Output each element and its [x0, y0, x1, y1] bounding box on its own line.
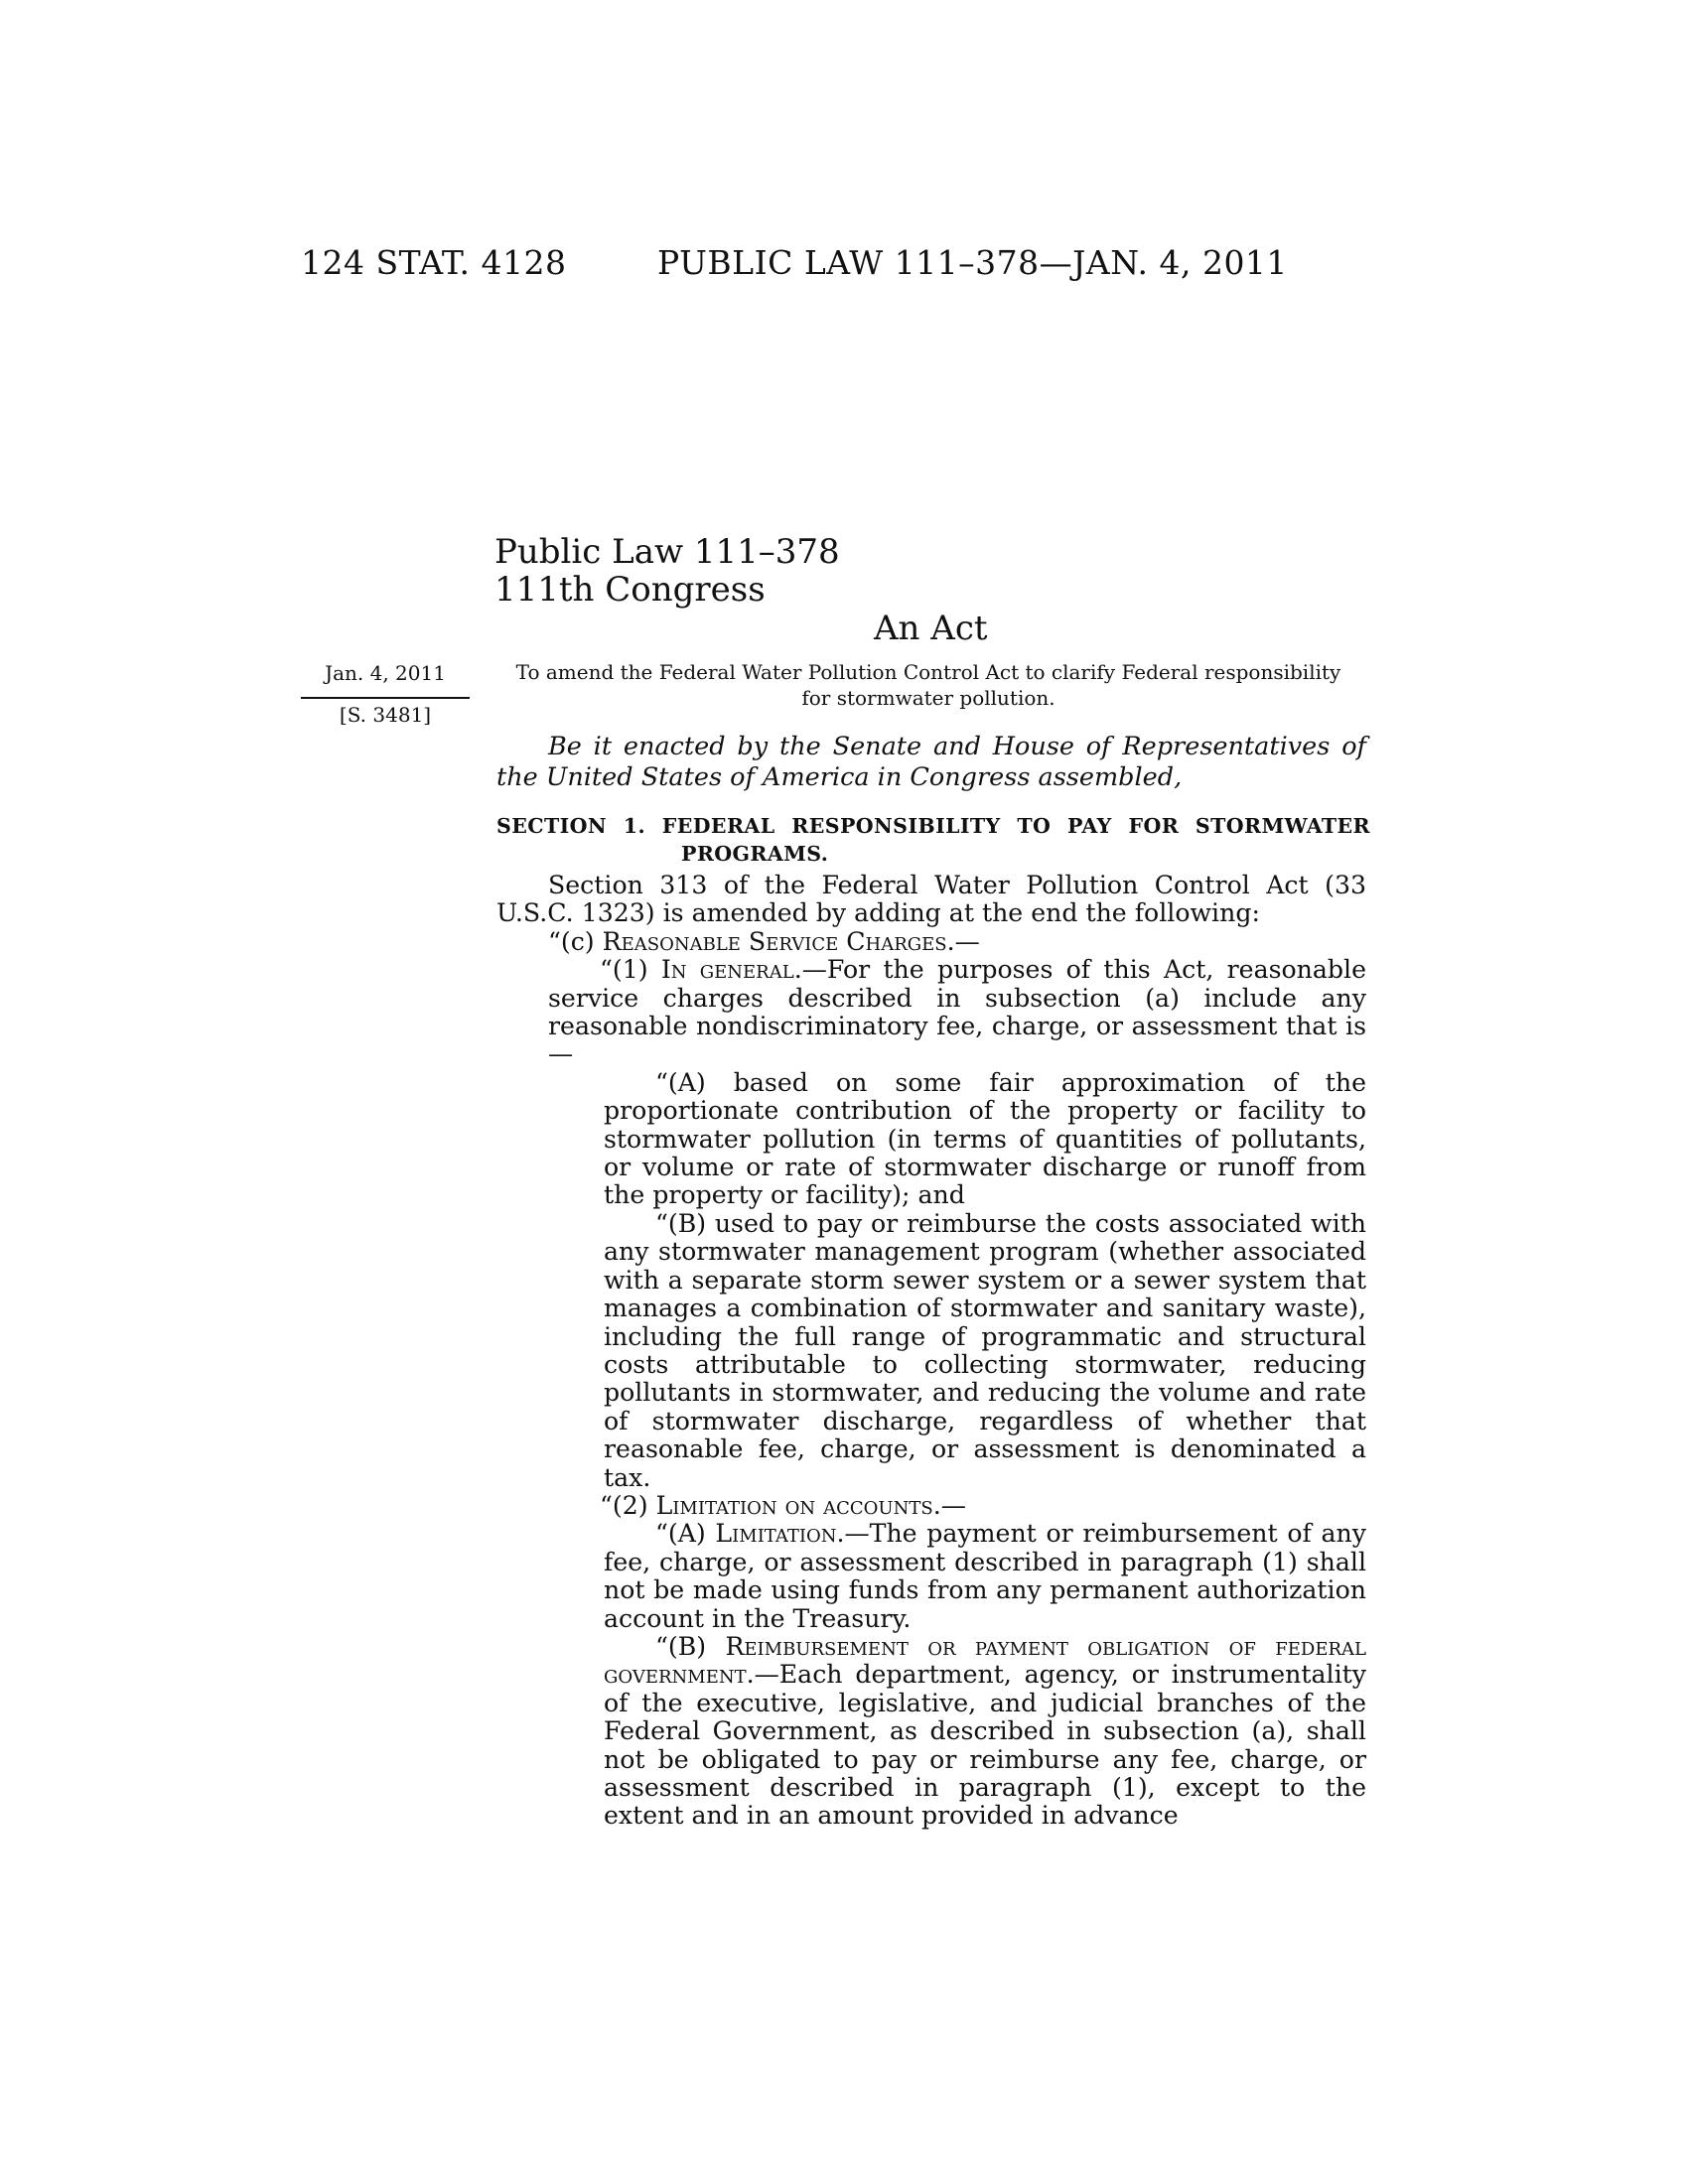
running-title: PUBLIC LAW 111–378—JAN. 4, 2011 [657, 243, 1288, 282]
act-label: An Act [874, 609, 988, 648]
subparagraph-2a: “(A) Limitation.—The payment or reimbursement of any fee, charge, or assessment described in paragraph (1) shall not be made using funds from any permanent authorization account in the Treasury. [604, 1519, 1366, 1633]
section-heading: SECTION 1. FEDERAL RESPONSIBILITY TO PAY FOR STORMWATER PROGRAMS. [496, 814, 1370, 866]
margin-date: Jan. 4, 2011 [325, 661, 446, 685]
congress-number: 111th Congress [494, 570, 766, 610]
subsection-c-heading: Reasonable Service Charges [602, 926, 947, 956]
paragraph-1: “(1) In general.—For the purposes of this Act, reasonable service charges described in subsection (a) include any reasonable nondiscriminatory fee, charge, or assessment that is— [548, 955, 1367, 1069]
subparagraph-1b: “(B) used to pay or reimburse the costs associated with any stormwater management program (whether associated with a separate storm sewer system or a sewer system that manages a combination of stormwater and sanitary waste), including the full range of programmatic and structural costs attributable to collecting stormwater, reducing pollutants in stormwater, and reducing the volume and rate of stormwater discharge, regardless of whether that reasonable fee, charge, or assessment is denominated a tax. [604, 1208, 1366, 1492]
subparagraph-2b-heading: Reimbursement or payment obligation of federal government [604, 1631, 1367, 1690]
paragraph-2-heading: Limitation on accounts [655, 1490, 933, 1520]
bill-body [496, 872, 1366, 1831]
paragraph-1-heading: In general [660, 955, 794, 985]
enacting-clause: Be it enacted by the Senate and House of Representatives of the United States of America in Congress assembled, [496, 732, 1366, 792]
paragraph-2: “(2) Limitation on accounts.— [600, 1490, 966, 1520]
intro-paragraph: Section 313 of the Federal Water Pollution Control Act (33 U.S.C. 1323) is amended by adding at the end the following: [496, 871, 1366, 928]
subparagraph-2b: “(B) Reimbursement or payment obligation of federal government.—Each department, agency, or instrumentality of the executive, legislative, and judicial branches of the Federal Government, as described in subsection (a), shall not be obligated to pay or reimburse any fee, charge, or assessment described in paragraph (1), except to the extent and in an amount provided in advance [604, 1631, 1367, 1831]
margin-divider [301, 697, 470, 699]
stat-page-number: 124 STAT. 4128 [301, 243, 567, 282]
margin-bill-number: [S. 3481] [339, 703, 432, 727]
act-purpose: To amend the Federal Water Pollution Control Act to clarify Federal responsibility for stormwater pollution. [515, 660, 1341, 710]
public-law-number: Public Law 111–378 [494, 532, 840, 572]
subparagraph-2a-heading: Limitation [715, 1519, 837, 1549]
subsection-c: “(c) Reasonable Service Charges.— [548, 926, 980, 956]
subparagraph-1a: “(A) based on some fair approximation of the proportionate contribution of the property or facility to stormwater pollution (in terms of quantities of pollutants, or volume or rate of stormwater discharge or runoff from the property or facility); and [604, 1067, 1366, 1210]
